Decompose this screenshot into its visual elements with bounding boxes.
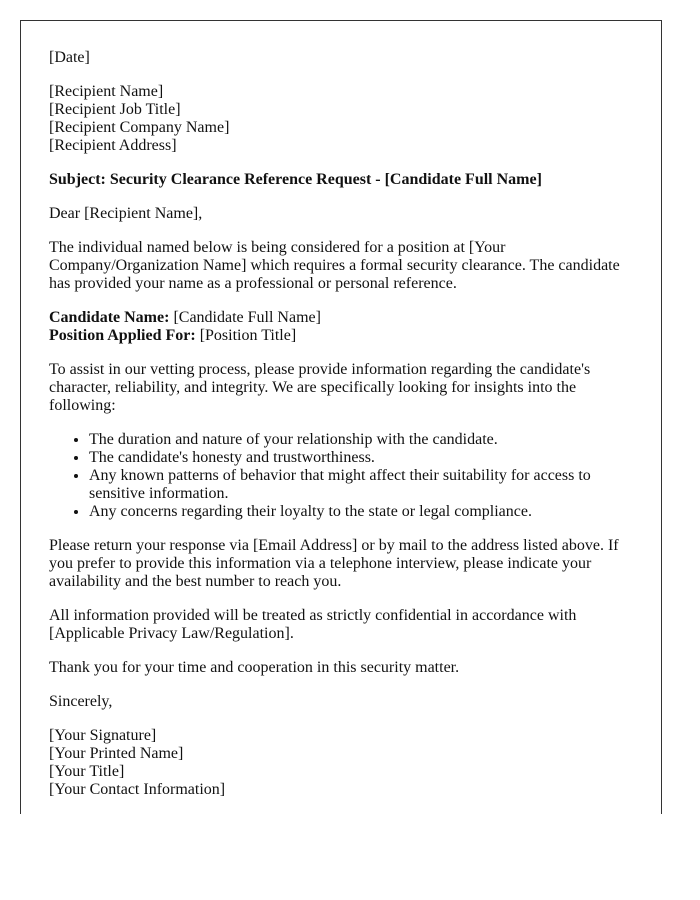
candidate-name-label: Candidate Name:: [49, 309, 170, 326]
sender-contact: [Your Contact Information]: [49, 781, 226, 798]
sender-block: [49, 727, 633, 799]
intro-paragraph: The individual named below is being considered for a position at [Your Company/Organization Name] which requires a formal security clearance. The candidate has provided your name as a professional or personal reference.: [49, 239, 620, 292]
sender-title: [Your Title]: [49, 763, 125, 780]
thanks-paragraph: Thank you for your time and cooperation in this security matter.: [49, 659, 460, 676]
sender-printed-name: [Your Printed Name]: [49, 745, 184, 762]
list-item: • Any concerns regarding their loyalty to the state or legal compliance.: [89, 503, 633, 521]
salutation: Dear [Recipient Name],: [49, 205, 203, 222]
subject-text: Subject: Security Clearance Reference Request - [Candidate Full Name]: [49, 171, 542, 188]
insight-list: [49, 431, 633, 521]
position-label: Position Applied For:: [49, 327, 196, 344]
recipient-block: [49, 83, 633, 155]
recipient-name: [Recipient Name]: [49, 83, 164, 100]
recipient-address: [Recipient Address]: [49, 137, 177, 154]
list-item: • The candidate's honesty and trustworthiness.: [89, 449, 633, 467]
sender-signature: [Your Signature]: [49, 727, 157, 744]
date: [Date]: [49, 49, 90, 66]
subject-line: [49, 171, 633, 189]
recipient-job-title: [Recipient Job Title]: [49, 101, 181, 118]
list-item: • The duration and nature of your relationship with the candidate.: [89, 431, 633, 449]
letter-page: [20, 20, 662, 814]
list-item: • Any known patterns of behavior that might affect their suitability for access to sensitive information.: [89, 467, 633, 503]
closing: Sincerely,: [49, 693, 113, 710]
return-paragraph: Please return your response via [Email Address] or by mail to the address listed above. If you prefer to provide this information via a telephone interview, please indicate your availability and the best number to reach you.: [49, 537, 619, 590]
candidate-name-value: [Candidate Full Name]: [169, 309, 321, 326]
request-paragraph: To assist in our vetting process, please provide information regarding the candidate's character, reliability, and integrity. We are specifically looking for insights into the following:: [49, 361, 591, 414]
confidential-paragraph: All information provided will be treated as strictly confidential in accordance with [Applicable Privacy Law/Regulation].: [49, 607, 577, 642]
recipient-company: [Recipient Company Name]: [49, 119, 230, 136]
candidate-block: [49, 309, 633, 345]
position-value: [Position Title]: [195, 327, 297, 344]
